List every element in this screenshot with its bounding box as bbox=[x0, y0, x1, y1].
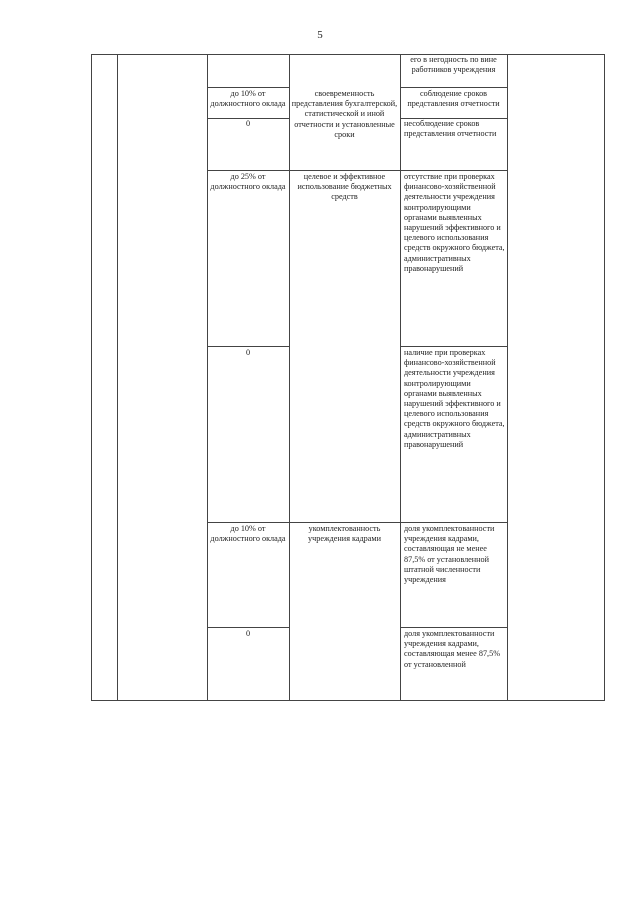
row-divider-amount-6 bbox=[207, 627, 289, 628]
row-divider-criterion-6 bbox=[400, 627, 507, 628]
amount-cell-5: до 10% от должностного оклада bbox=[210, 524, 286, 544]
row-divider-amount-4 bbox=[207, 346, 289, 347]
criterion-cell-continued: его в негодность по вине работников учреждения bbox=[410, 55, 497, 75]
row-divider-criterion-1 bbox=[400, 87, 507, 88]
table-frame bbox=[91, 54, 605, 701]
column-divider-4 bbox=[400, 54, 401, 701]
criterion-cell-2: несоблюдение сроков представления отчетности bbox=[404, 119, 497, 139]
column-divider-5 bbox=[507, 54, 508, 701]
criterion-cell-3: отсутствие при проверках финансово-хозяйственной деятельности учреждения контролирующими органами выявленных нарушений эффективного и целевого использования средств окружного бюджета, административных правонарушений bbox=[404, 172, 505, 273]
row-divider-3 bbox=[207, 170, 507, 171]
page-number: 5 bbox=[317, 29, 323, 41]
column-divider-2 bbox=[207, 54, 208, 701]
column-divider-1 bbox=[117, 54, 118, 701]
indicator-cell-1: своевременность представления бухгалтерской, статистической и иной отчетности и установленные сроки bbox=[291, 89, 398, 139]
row-divider-criterion-4 bbox=[400, 346, 507, 347]
criterion-cell-4: наличие при проверках финансово-хозяйственной деятельности учреждения контролирующими органами выявленных нарушений эффективного и целевого использования средств окружного бюджета, административных правонарушений bbox=[404, 348, 505, 449]
row-divider-amount-1 bbox=[207, 87, 289, 88]
column-divider-3 bbox=[289, 54, 290, 701]
indicator-cell-3: целевое и эффективное использование бюджетных средств bbox=[297, 172, 392, 202]
amount-cell-3: до 25% от должностного оклада bbox=[210, 172, 286, 192]
amount-cell-1: до 10% от должностного оклада bbox=[210, 89, 286, 109]
criterion-cell-5: доля укомплектованности учреждения кадрами, составляющая не менее 87,5% от установленной штатной численности учреждения bbox=[404, 524, 495, 585]
criterion-cell-6: доля укомплектованности учреждения кадрами, составляющая менее 87,5% от установленной bbox=[404, 629, 501, 669]
amount-cell-2: 0 bbox=[245, 119, 251, 128]
criterion-cell-1: соблюдение сроков представления отчетности bbox=[407, 89, 500, 109]
row-divider-5 bbox=[207, 522, 507, 523]
amount-cell-6: 0 bbox=[245, 629, 251, 638]
indicator-cell-5: укомплектованность учреждения кадрами bbox=[308, 524, 381, 544]
amount-cell-4: 0 bbox=[245, 348, 251, 357]
